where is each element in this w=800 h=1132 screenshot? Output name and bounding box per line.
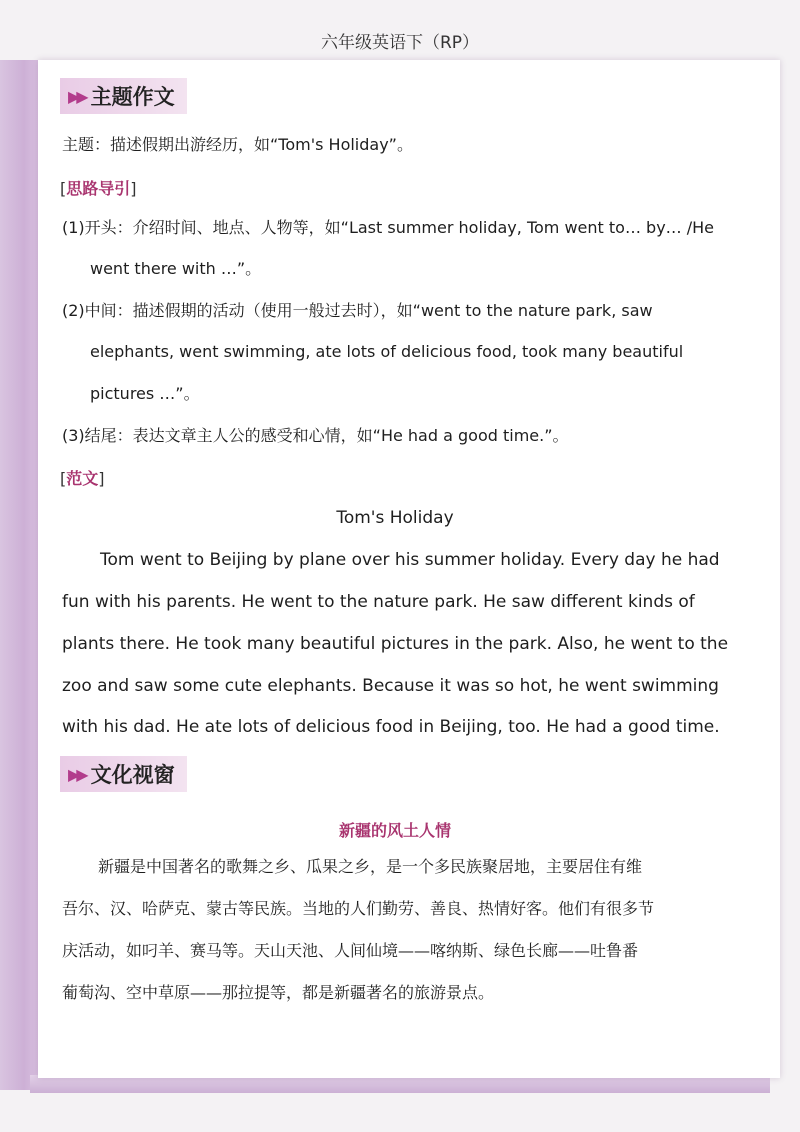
step1-line-a: (1)开头：介绍时间、地点、人物等，如“Last summer holiday, Tom went to… by… /He — [62, 218, 715, 237]
step3-line: (3)结尾：表达文章主人公的感受和心情，如“He had a good time.”。 — [62, 426, 569, 445]
section-title-text: 文化视窗 — [90, 763, 175, 787]
article-line: 新疆是中国著名的歌舞之乡、瓜果之乡，是一个多民族聚居地，主要居住有维 — [98, 857, 643, 876]
section-title-culture-window — [60, 756, 187, 792]
section-title-theme-writing — [60, 78, 187, 114]
play-arrow-icon: ▶▶ — [68, 86, 85, 106]
article-title: 新疆的风土人情 — [338, 821, 451, 840]
step1-line-b: went there with …”。 — [90, 259, 262, 278]
guide-label: [思路导引] — [60, 179, 137, 198]
page-header: 六年级英语下（RP） — [320, 33, 480, 53]
essay-line: with his dad. He ate lots of delicious food in Beijing, too. He had a good time. — [62, 717, 720, 737]
sample-label: [范文] — [60, 469, 105, 488]
article-line: 吾尔、汉、哈萨克、蒙古等民族。当地的人们勤劳、善良、热情好客。他们有很多节 — [62, 899, 655, 918]
article-line: 葡萄沟、空中草原——那拉提等，都是新疆著名的旅游景点。 — [62, 983, 495, 1002]
step2-line-b: elephants, went swimming, ate lots of delicious food, took many beautiful — [90, 342, 684, 361]
step2-line-a: (2)中间：描述假期的活动（使用一般过去时），如“went to the nature park, saw — [62, 301, 653, 320]
theme-line: 主题：描述假期出游经历，如“Tom's Holiday”。 — [62, 135, 413, 154]
step2-line-c: pictures …”。 — [90, 384, 200, 403]
essay-line: plants there. He took many beautiful pictures in the park. Also, he went to the — [62, 634, 729, 654]
essay-line: fun with his parents. He went to the nature park. He saw different kinds of — [62, 592, 695, 612]
article-line: 庆活动，如叼羊、赛马等。天山天池、人间仙境——喀纳斯、绿色长廊——吐鲁番 — [62, 941, 639, 960]
essay-line: zoo and saw some cute elephants. Because it was so hot, he went swimming — [62, 676, 719, 696]
section-title-text: 主题作文 — [90, 85, 175, 109]
essay-title: Tom's Holiday — [336, 508, 454, 528]
play-arrow-icon: ▶▶ — [68, 764, 85, 784]
essay-line: Tom went to Beijing by plane over his summer holiday. Every day he had — [100, 550, 720, 570]
